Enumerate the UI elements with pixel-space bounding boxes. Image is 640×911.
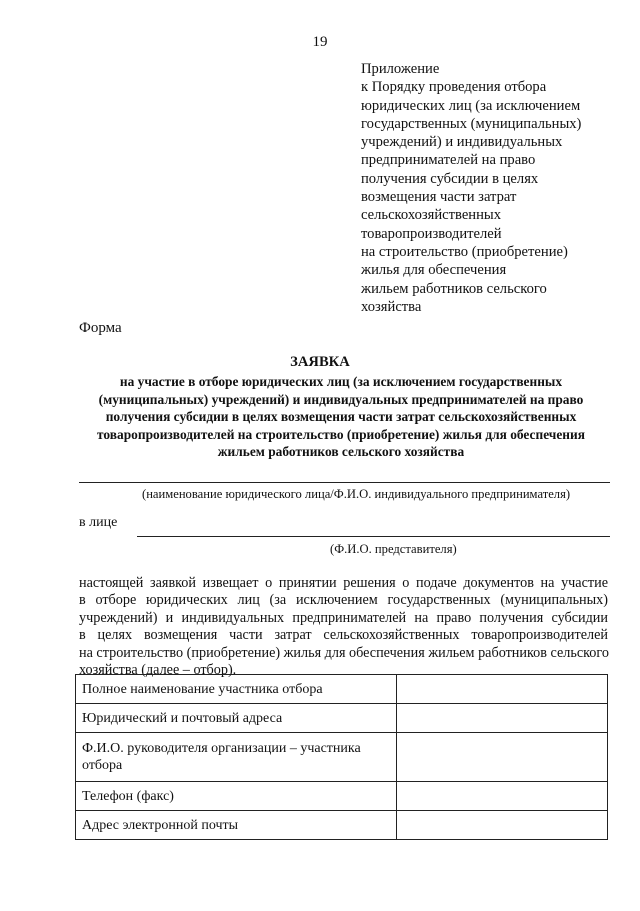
appendix-block — [361, 60, 631, 316]
subtitle-line: (муниципальных) учреждений) и индивидуальных предпринимателей на право — [98, 391, 584, 407]
table-row-label: Адрес электронной почты — [76, 811, 397, 840]
document-subtitle — [76, 373, 606, 461]
appendix-line: учреждений) и индивидуальных — [361, 134, 563, 151]
table-row-value[interactable] — [397, 811, 608, 840]
table-row-value[interactable] — [397, 782, 608, 811]
subtitle-line: товаропроизводителей на строительство (приобретение) жилья для обеспечения — [97, 426, 585, 442]
appendix-line: сельскохозяйственных — [361, 207, 502, 224]
entity-name-line[interactable] — [79, 482, 610, 483]
appendix-line: жильем работников сельского — [361, 280, 547, 297]
in-person-label: в лице — [79, 515, 118, 530]
entity-name-caption: (наименование юридического лица/Ф.И.О. индивидуального предпринимателя) — [142, 487, 571, 501]
form-label: Форма — [79, 320, 122, 336]
table-row-value[interactable] — [397, 675, 608, 704]
appendix-line: возмещения части затрат — [361, 189, 517, 206]
page-number: 19 — [312, 34, 328, 50]
participant-info-table — [75, 674, 608, 840]
table-row — [76, 811, 608, 840]
appendix-line: Приложение — [361, 61, 440, 77]
representative-caption: (Ф.И.О. представителя) — [330, 542, 457, 556]
appendix-line: к Порядку проведения отбора — [361, 79, 547, 96]
body-line: в целях возмещения части затрат сельскохозяйственных товаропроизводителей — [79, 627, 608, 644]
body-paragraph — [79, 575, 608, 679]
subtitle-line: на участие в отборе юридических лиц (за исключением государственных — [119, 374, 563, 389]
table-row — [76, 733, 608, 782]
table-row-value[interactable] — [397, 733, 608, 782]
table-row-label: Ф.И.О. руководителя организации – участника отбора — [76, 733, 397, 782]
table-row-label: Полное наименование участника отбора — [76, 675, 397, 704]
appendix-line: жилья для обеспечения — [361, 262, 507, 279]
body-line: настоящей заявкой извещает о принятии решения о подаче документов на участие — [79, 575, 608, 591]
appendix-line: государственных (муниципальных) — [361, 115, 582, 132]
document-title: ЗАЯВКА — [290, 354, 350, 370]
body-line: хозяйства (далее – отбор). — [79, 661, 237, 678]
subtitle-line: жильем работников сельского хозяйства — [217, 444, 465, 460]
appendix-line: юридических лиц (за исключением — [361, 97, 581, 114]
table-row-label: Юридический и почтовый адреса — [76, 704, 397, 733]
table-row-label: Телефон (факс) — [76, 782, 397, 811]
representative-line[interactable] — [137, 536, 610, 537]
appendix-line: хозяйства — [361, 298, 422, 315]
body-line: учреждений) и индивидуальных предпринимателей на право получения субсидии — [79, 609, 608, 626]
table-row-value[interactable] — [397, 704, 608, 733]
table-row — [76, 782, 608, 811]
subtitle-line: получения субсидии в целях возмещения части затрат сельскохозяйственных — [105, 409, 577, 425]
appendix-line: получения субсидии в целях — [361, 170, 539, 187]
table-row — [76, 704, 608, 733]
body-line: на строительство (приобретение) жилья для обеспечения жильем работников сельского — [79, 644, 609, 661]
appendix-line: предпринимателей на право — [361, 152, 536, 169]
appendix-line: товаропроизводителей — [361, 225, 502, 242]
body-line: в отборе юридических лиц (за исключением государственных (муниципальных) — [79, 592, 608, 609]
table-row — [76, 675, 608, 704]
appendix-line: на строительство (приобретение) — [361, 243, 568, 260]
